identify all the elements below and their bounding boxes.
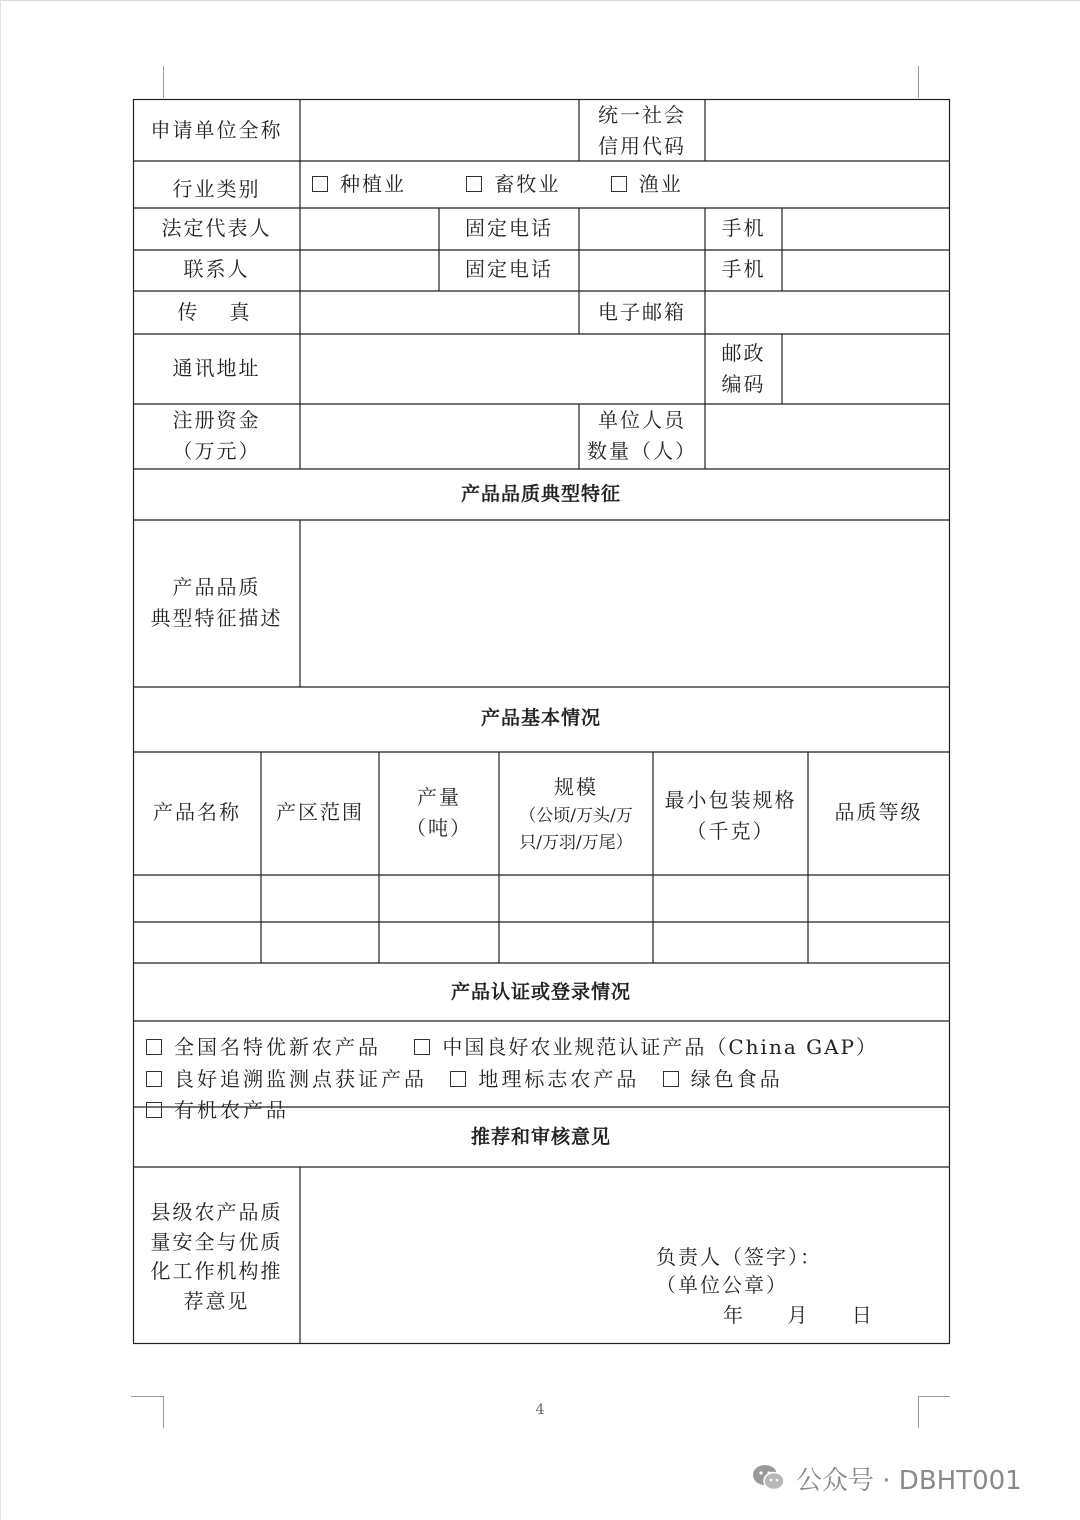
option-label: 良好追溯监测点获证产品	[174, 1067, 427, 1091]
input-credit-code[interactable]	[705, 100, 949, 161]
option-label: 绿色食品	[690, 1067, 783, 1091]
option-label: 渔业	[638, 172, 683, 196]
section-title-basic: 产品基本情况	[480, 707, 601, 729]
label-mobile: 手机	[721, 216, 766, 240]
checkbox-icon[interactable]	[414, 1039, 430, 1055]
label-capital	[133, 405, 300, 467]
label-credit-code-line: 信用代码	[598, 134, 686, 158]
col-header-line: （吨）	[406, 816, 472, 840]
cert-option-green[interactable]	[663, 1067, 783, 1091]
label-landline: 固定电话	[465, 216, 553, 240]
label-county-line: 县级农产品质	[150, 1200, 283, 1224]
label-industry: 行业类别	[172, 177, 261, 201]
label-address: 通讯地址	[172, 356, 261, 380]
input-landline-2[interactable]	[579, 251, 705, 291]
label-mobile-2: 手机	[721, 257, 766, 281]
col-header-scale	[499, 772, 653, 857]
label-postcode-line: 邮政	[721, 341, 766, 365]
col-header-line: （千克）	[686, 819, 775, 843]
section-title-cert: 产品认证或登录情况	[450, 981, 631, 1003]
watermark	[752, 1458, 1022, 1498]
label-full-name: 申请单位全称	[150, 118, 283, 142]
page-number: 4	[535, 1402, 545, 1418]
label-email: 电子邮箱	[598, 300, 686, 324]
wechat-icon	[752, 1463, 786, 1493]
label-contact: 联系人	[183, 257, 250, 281]
cert-option-famous[interactable]	[146, 1035, 381, 1059]
option-label: 中国良好农业规范认证产品（China GAP）	[442, 1035, 878, 1059]
checkbox-icon[interactable]	[146, 1102, 162, 1118]
section-title-review: 推荐和审核意见	[470, 1126, 611, 1148]
option-label: 地理标志农产品	[478, 1067, 640, 1091]
label-landline-2: 固定电话	[465, 257, 553, 281]
label-postcode	[705, 338, 782, 400]
section-title-quality: 产品品质典型特征	[460, 483, 621, 505]
checkbox-icon[interactable]	[450, 1071, 466, 1087]
label-credit-code-line: 统一社会	[598, 103, 686, 127]
option-label: 种植业	[340, 172, 406, 196]
input-legal-rep[interactable]	[300, 209, 439, 250]
cert-options-row-2	[146, 1064, 946, 1126]
input-address[interactable]	[300, 335, 705, 404]
cert-option-traceability[interactable]	[146, 1067, 427, 1091]
label-quality-line: 典型特征描述	[150, 606, 283, 630]
col-header-pack	[653, 785, 808, 847]
input-postcode[interactable]	[782, 335, 949, 404]
label-credit-code	[579, 100, 705, 162]
input-mobile[interactable]	[782, 209, 949, 250]
label-quality-desc	[133, 572, 300, 634]
cert-option-organic[interactable]	[146, 1098, 289, 1122]
option-label: 全国名特优新农产品	[174, 1035, 381, 1059]
input-quality-desc[interactable]	[300, 521, 949, 687]
option-label: 畜牧业	[494, 172, 561, 196]
seal-line: （单位公章）	[656, 1273, 788, 1297]
checkbox-icon[interactable]	[312, 176, 328, 192]
input-full-name[interactable]	[300, 100, 579, 161]
cert-options-row-1	[146, 1032, 946, 1063]
input-fax[interactable]	[300, 292, 579, 334]
col-header-yield	[379, 782, 499, 844]
industry-option-livestock[interactable]	[466, 172, 560, 196]
col-header-product-name: 产品名称	[153, 800, 241, 824]
signer-line: 负责人（签字）：	[656, 1245, 822, 1269]
checkbox-icon[interactable]	[146, 1071, 162, 1087]
cert-option-china-gap[interactable]	[414, 1035, 878, 1059]
input-contact[interactable]	[300, 251, 439, 291]
option-label: 有机农产品	[174, 1098, 289, 1122]
industry-option-fishery[interactable]	[611, 172, 683, 196]
col-header-line: 规模	[554, 775, 598, 799]
industry-options	[312, 169, 932, 200]
label-fax: 传 真	[177, 300, 256, 324]
col-header-line: 产量	[417, 785, 461, 809]
col-header-area: 产区范围	[276, 800, 364, 824]
label-county-opinion	[133, 1198, 300, 1316]
checkbox-icon[interactable]	[663, 1071, 679, 1087]
date-line: 年 月 日	[723, 1303, 878, 1327]
label-legal-rep: 法定代表人	[161, 216, 272, 240]
label-staff-line: 单位人员	[598, 408, 686, 432]
col-header-grade: 品质等级	[834, 800, 923, 824]
input-landline[interactable]	[579, 209, 705, 250]
label-postcode-line: 编码	[721, 372, 766, 396]
industry-option-planting[interactable]	[312, 172, 406, 196]
checkbox-icon[interactable]	[466, 176, 482, 192]
input-mobile-2[interactable]	[782, 251, 949, 291]
label-staff	[579, 405, 705, 467]
watermark-text: 公众号 · DBHT001	[796, 1465, 1022, 1496]
checkbox-icon[interactable]	[146, 1039, 162, 1055]
checkbox-icon[interactable]	[611, 176, 627, 192]
input-email[interactable]	[705, 292, 949, 334]
label-county-line: 荐意见	[183, 1288, 250, 1313]
input-staff[interactable]	[705, 405, 949, 469]
input-capital[interactable]	[300, 405, 579, 469]
col-header-line: 只/万羽/万尾）	[519, 833, 633, 853]
cert-option-geo[interactable]	[450, 1067, 639, 1091]
label-staff-line: 数量（人）	[587, 439, 697, 463]
label-capital-line: 注册资金	[172, 408, 261, 432]
label-capital-line: （万元）	[172, 439, 261, 463]
col-header-line: 最小包装规格	[664, 788, 797, 812]
label-county-line: 化工作机构推	[150, 1259, 283, 1283]
label-quality-line: 产品品质	[172, 575, 261, 599]
label-county-line: 量安全与优质	[150, 1229, 283, 1254]
col-header-line: （公顷/万头/万	[519, 806, 633, 826]
